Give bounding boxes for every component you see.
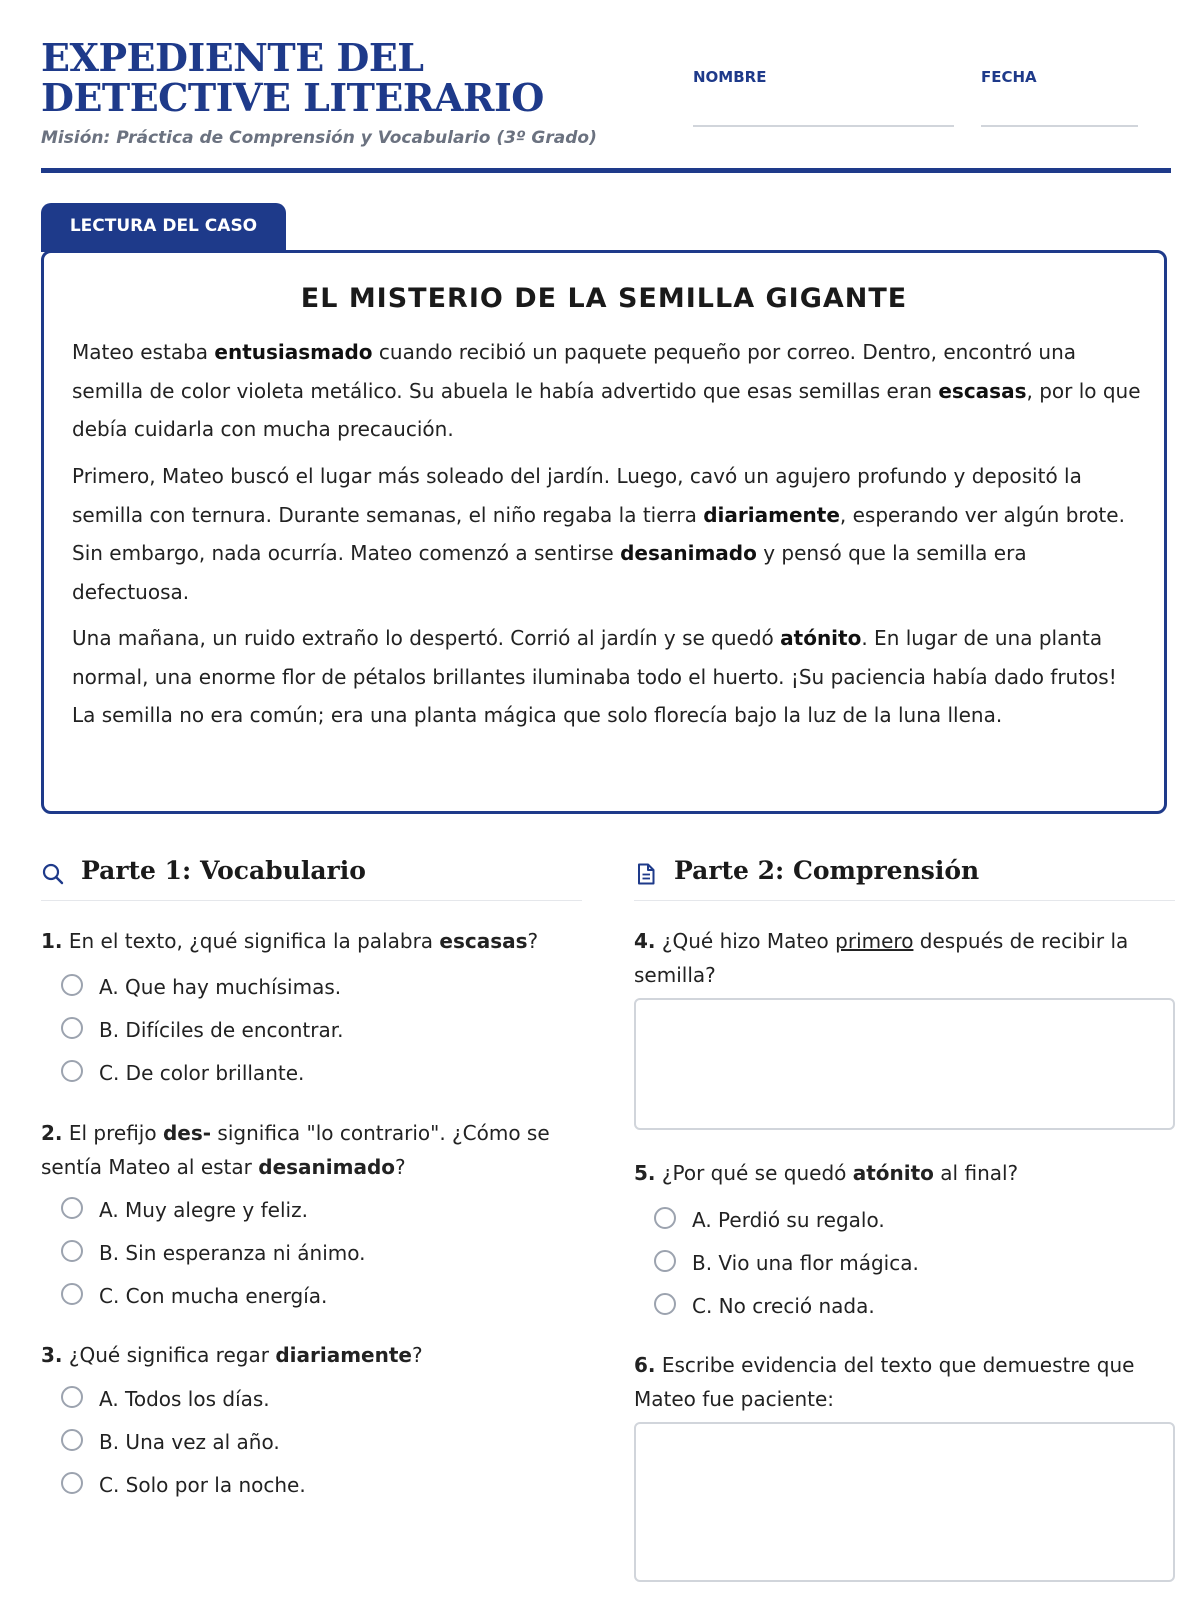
question-5: 5. ¿Por qué se quedó atónito al final? — [634, 1161, 1019, 1185]
magnifier-icon — [41, 862, 65, 886]
date-label: FECHA — [981, 68, 1037, 86]
radio-button[interactable] — [61, 1386, 83, 1408]
radio-button[interactable] — [61, 1017, 83, 1039]
part2-comprehension: Parte 2: Comprensión 4. ¿Qué hizo Mateo primero después de recibir la semilla? 5. ¿Por qué se quedó atónito al final? A. Perdió su regalo. B. Vio una flor mágica. C. No creció nada. 6. Escribe evidencia del texto que demuestre que Mateo fue paciente: — [634, 850, 1175, 901]
question-3: 3. ¿Qué significa regar diariamente? — [41, 1343, 423, 1367]
date-field[interactable] — [981, 125, 1138, 127]
story-paragraph-1: Mateo estaba entusiasmado cuando recibió un paquete pequeño por correo. Dentro, encontró una semilla de color violeta metálico. Su abuela le había advertido que esas semillas eran escasas, por lo que debía cuidarla con mucha precaución. — [72, 340, 1141, 441]
header-divider — [41, 168, 1171, 173]
q4-answer-box[interactable] — [634, 998, 1175, 1130]
part1-header — [41, 850, 582, 901]
story-title: EL MISTERIO DE LA SEMILLA GIGANTE — [300, 283, 908, 314]
radio-button[interactable] — [61, 1060, 83, 1082]
radio-button[interactable] — [61, 1240, 83, 1262]
radio-button[interactable] — [61, 1197, 83, 1219]
document-icon — [634, 862, 658, 886]
question-6: 6. Escribe evidencia del texto que demuestre que Mateo fue paciente: — [634, 1353, 1135, 1411]
question-2: 2. El prefijo des- significa "lo contrario". ¿Cómo se sentía Mateo al estar desanimado? — [41, 1121, 550, 1179]
q6-answer-box[interactable] — [634, 1422, 1175, 1582]
part2-heading: Parte 2: Comprensión — [674, 856, 980, 885]
story-paragraph-3: Una mañana, un ruido extraño lo despertó. Corrió al jardín y se quedó atónito. En lugar de una planta normal, una enorme flor de pétalos brillantes iluminaba todo el huerto. ¡Su paciencia había dado frutos! La semilla no era común; era una planta mágica que solo florecía bajo la luz de la luna llena. — [72, 626, 1117, 727]
question-1: 1. En el texto, ¿qué significa la palabra escasas? — [41, 929, 539, 953]
name-field[interactable] — [693, 125, 954, 127]
radio-button[interactable] — [654, 1293, 676, 1315]
part1-vocabulary: Parte 1: Vocabulario 1. En el texto, ¿qué significa la palabra escasas? A. Que hay muchísimas. B. Difíciles de encontrar. C. De color brillante. 2. El prefijo des- significa "lo contrario". ¿Cómo se sentía Mateo al estar desanimado? A. Muy alegre y feliz. B. Sin esperanza ni ánimo. C. Con mucha energía. 3. ¿Qué significa regar diariamente? A. Todos los días. B. Una vez al año. C. Solo por la noche. — [41, 850, 582, 901]
radio-button[interactable] — [61, 1472, 83, 1494]
story-paragraph-2: Primero, Mateo buscó el lugar más soleado del jardín. Luego, cavó un agujero profundo y depositó la semilla con ternura. Durante semanas, el niño regaba la tierra diariamente, esperando ver algún brote. Sin embargo, nada ocurría. Mateo comenzó a sentirse desanimado y pensó que la semilla era defectuosa. — [72, 464, 1125, 604]
radio-button[interactable] — [654, 1250, 676, 1272]
mission-subtitle: Misión: Práctica de Comprensión y Vocabulario (3º Grado) — [41, 128, 597, 148]
reading-box — [41, 250, 1167, 814]
radio-button[interactable] — [61, 1283, 83, 1305]
radio-button[interactable] — [61, 974, 83, 996]
radio-button[interactable] — [654, 1207, 676, 1229]
name-label: NOMBRE — [693, 68, 767, 86]
page-title: EXPEDIENTE DEL DETECTIVE LITERARIO — [41, 35, 544, 120]
part2-header — [634, 850, 1175, 901]
radio-button[interactable] — [61, 1429, 83, 1451]
question-4: 4. ¿Qué hizo Mateo primero después de recibir la semilla? — [634, 929, 1129, 987]
reading-tab-label: LECTURA DEL CASO — [41, 203, 286, 252]
part1-heading: Parte 1: Vocabulario — [81, 856, 366, 885]
